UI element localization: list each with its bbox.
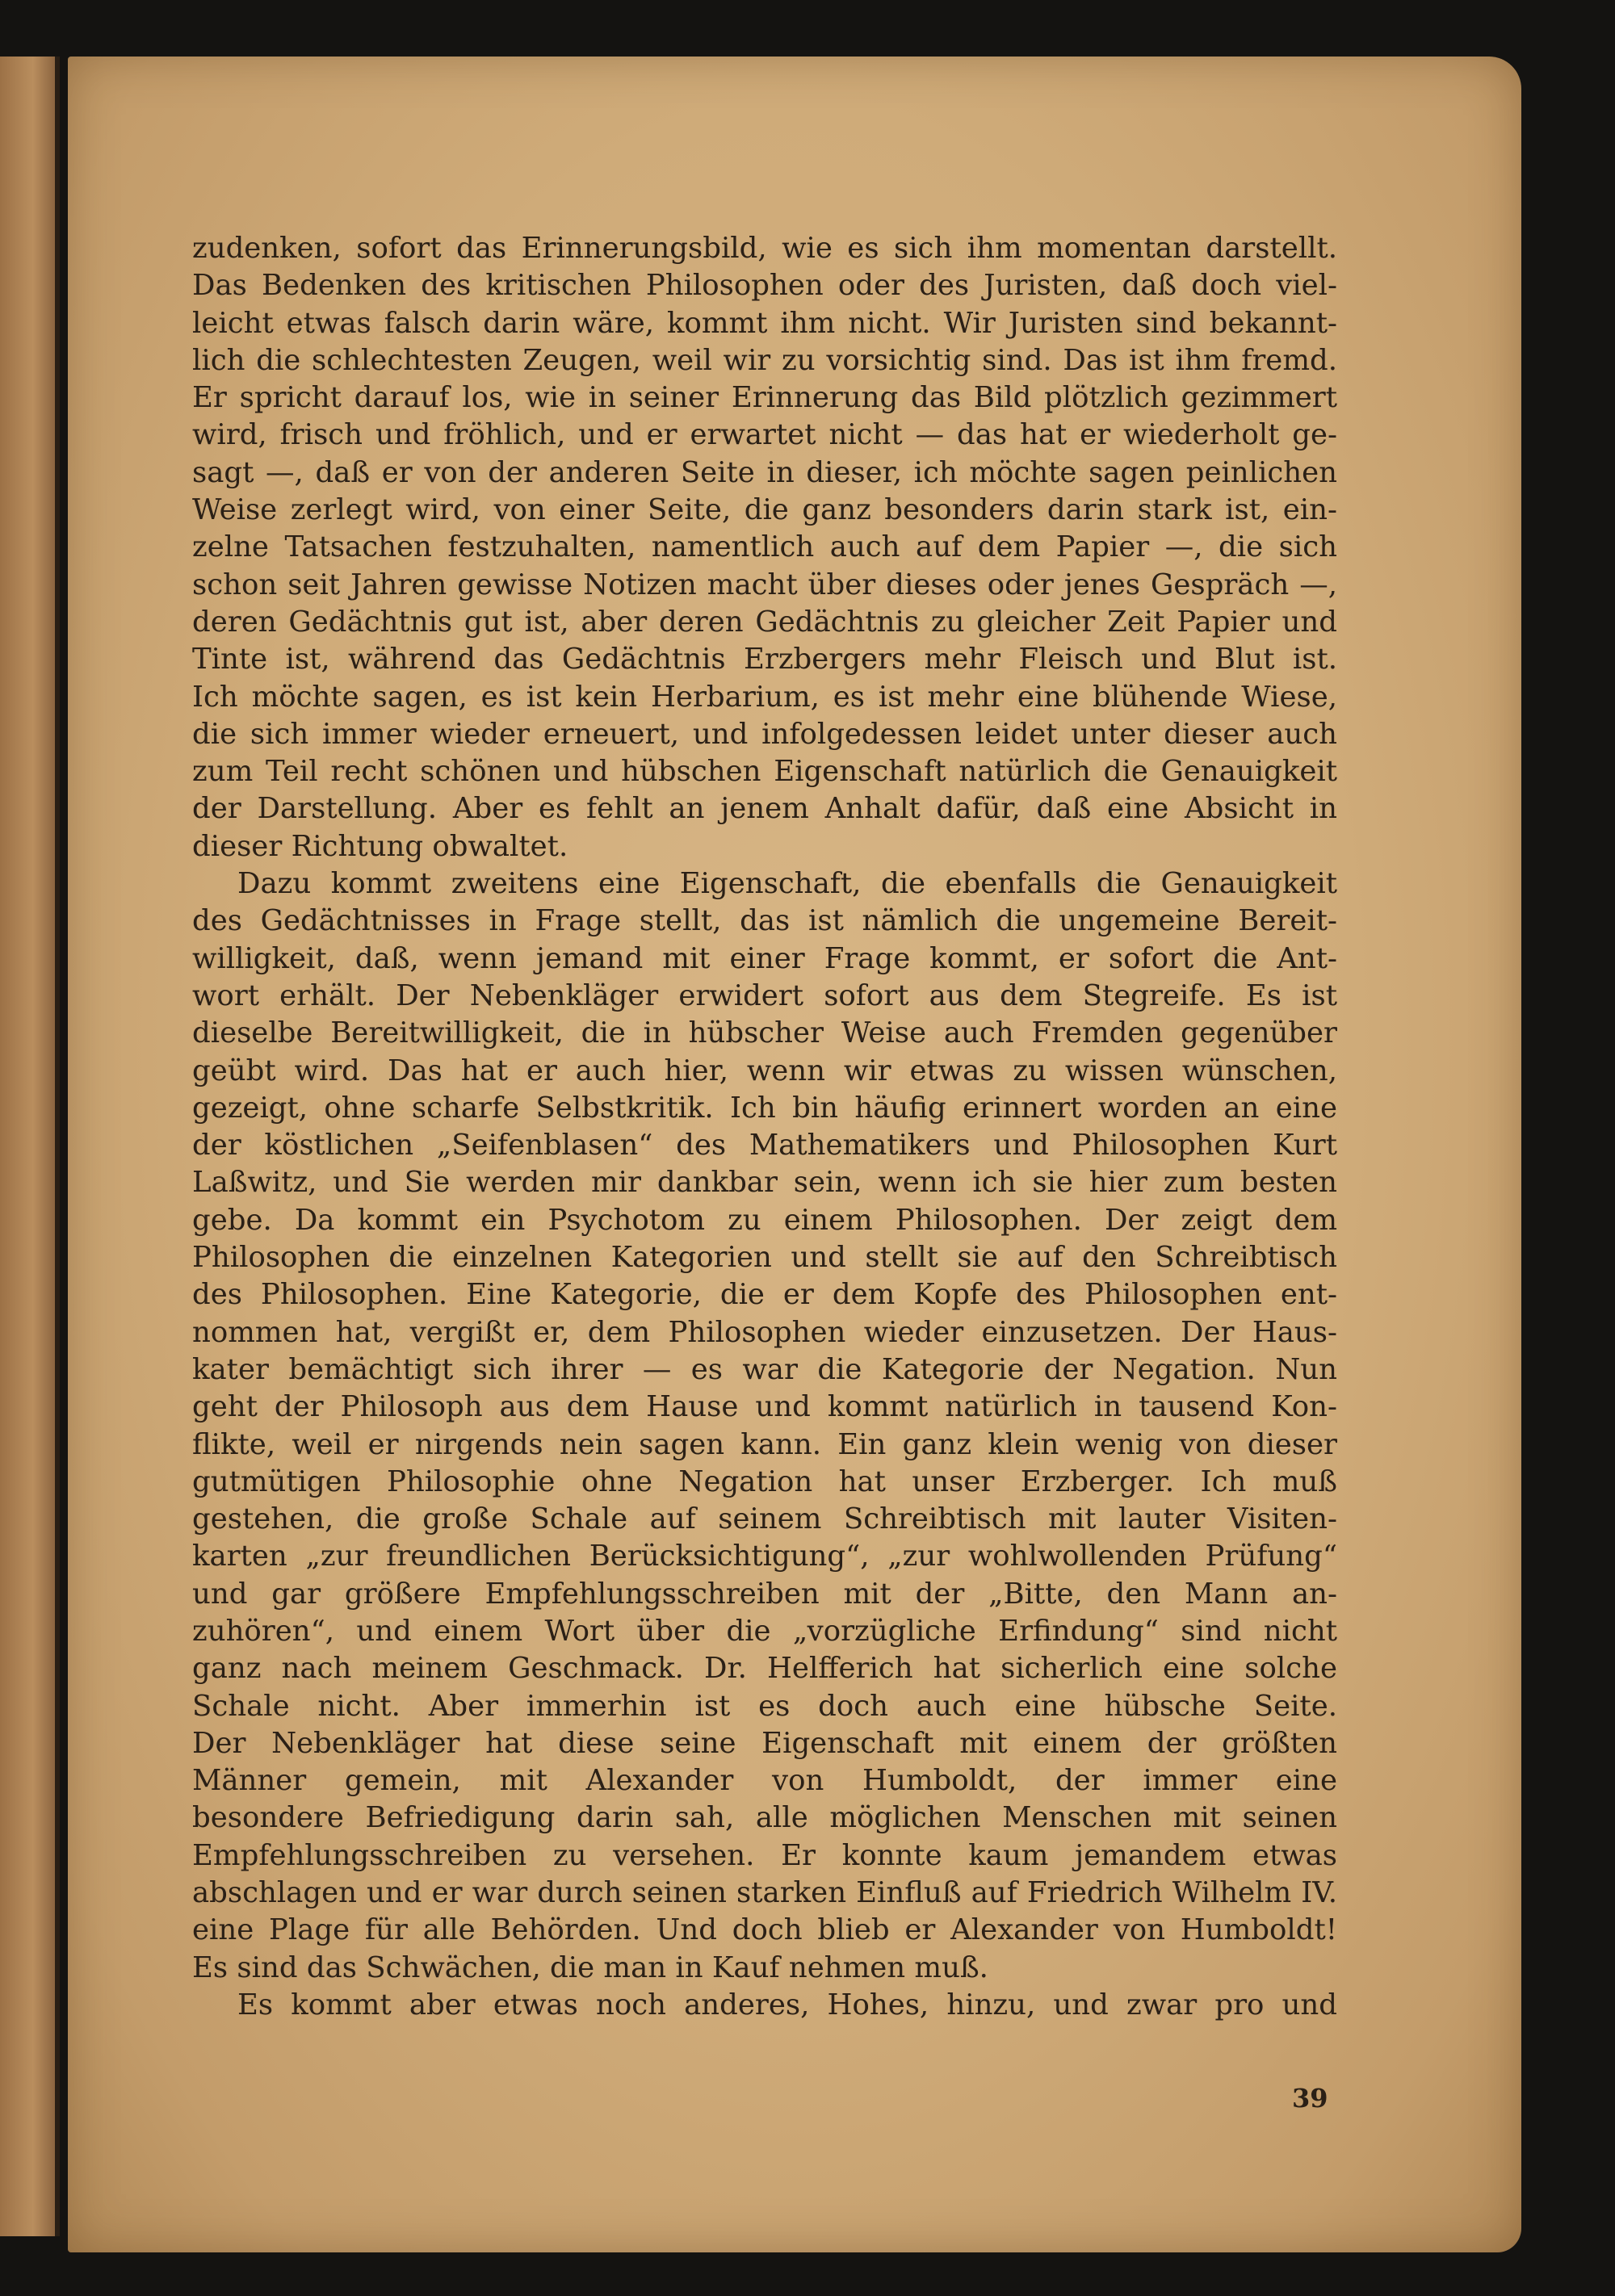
text-line: zuhören“, und einem Wort über die „vorzügliche Erfindung“ sind nicht (192, 1614, 1337, 1648)
text-line: abschlagen und er war durch seinen starken Einfluß auf Friedrich Wilhelm IV. (192, 1876, 1337, 1910)
text-line: eine Plage für alle Behörden. Und doch blieb er Alexander von Humboldt! (192, 1913, 1337, 1947)
text-line: lich die schlechtesten Zeugen, weil wir zu vorsichtig sind. Das ist ihm fremd. (192, 343, 1337, 377)
text-line: der köstlichen „Seifenblasen“ des Mathematikers und Philosophen Kurt (192, 1129, 1337, 1163)
text-line: Philosophen die einzelnen Kategorien und stellt sie auf den Schreibtisch (192, 1241, 1337, 1275)
text-line: gezeigt, ohne scharfe Selbstkritik. Ich bin häufig erinnert worden an eine (192, 1091, 1337, 1125)
text-line: gutmütigen Philosophie ohne Negation hat unser Erzberger. Ich muß (192, 1464, 1337, 1498)
text-line: Ich möchte sagen, es ist kein Herbarium, es ist mehr eine blühende Wiese, (192, 680, 1337, 714)
text-line: schon seit Jahren gewisse Notizen macht über dieses oder jenes Gespräch —, (192, 568, 1337, 601)
text-line: gestehen, die große Schale auf seinem Schreibtisch mit lauter Visiten- (192, 1502, 1337, 1536)
text-line: Männer gemein, mit Alexander von Humboldt, der immer eine (192, 1764, 1337, 1798)
text-line: Laßwitz, und Sie werden mir dankbar sein, wenn ich sie hier zum besten (192, 1166, 1337, 1200)
text-line: zelne Tatsachen festzuhalten, namentlich auch auf dem Papier —, die sich (192, 530, 1337, 564)
text-line: der Darstellung. Aber es fehlt an jenem Anhalt dafür, daß eine Absicht in (192, 792, 1337, 826)
text-line: kater bemächtigt sich ihrer — es war die Kategorie der Negation. Nun (192, 1352, 1337, 1386)
text-line: sagt —, daß er von der anderen Seite in dieser, ich möchte sagen peinlichen (192, 455, 1337, 489)
paragraph-start-line: Dazu kommt zweitens eine Eigenschaft, die ebenfalls die Genauigkeit (237, 867, 1337, 901)
text-line: Empfehlungsschreiben zu versehen. Er konnte kaum jemandem etwas (192, 1838, 1337, 1872)
text-line: zudenken, sofort das Erinnerungsbild, wie es sich ihm momentan darstellt. (192, 232, 1337, 265)
text-line: geht der Philosoph aus dem Hause und kommt natürlich in tausend Kon- (192, 1390, 1337, 1424)
text-line: dieselbe Bereitwilligkeit, die in hübscher Weise auch Fremden gegenüber (192, 1016, 1337, 1050)
text-line: Schale nicht. Aber immerhin ist es doch auch eine hübsche Seite. (192, 1689, 1337, 1723)
paragraph-end-line: Es sind das Schwächen, die man in Kauf nehmen muß. (192, 1950, 988, 1984)
text-line: gebe. Da kommt ein Psychotom zu einem Philosophen. Der zeigt dem (192, 1203, 1337, 1237)
text-line: karten „zur freundlichen Berücksichtigung“, „zur wohlwollenden Prüfung“ (192, 1540, 1337, 1573)
text-line: des Gedächtnisses in Frage stellt, das ist nämlich die ungemeine Bereit- (192, 904, 1337, 938)
text-line: Der Nebenkläger hat diese seine Eigenschaft mit einem der größten (192, 1726, 1337, 1760)
text-line: wort erhält. Der Nebenkläger erwidert sofort aus dem Stegreife. Es ist (192, 978, 1337, 1012)
text-line: deren Gedächtnis gut ist, aber deren Gedächtnis zu gleicher Zeit Papier und (192, 605, 1337, 639)
facing-page-edge (0, 57, 60, 2236)
text-line: geübt wird. Das hat er auch hier, wenn wir etwas zu wissen wünschen, (192, 1054, 1337, 1087)
text-line: flikte, weil er nirgends nein sagen kann. Ein ganz klein wenig von dieser (192, 1427, 1337, 1461)
text-line: wird, frisch und fröhlich, und er erwartet nicht — das hat er wiederholt ge- (192, 418, 1337, 452)
text-line: leicht etwas falsch darin wäre, kommt ihm nicht. Wir Juristen sind bekannt- (192, 306, 1337, 340)
text-line: besondere Befriedigung darin sah, alle möglichen Menschen mit seinen (192, 1801, 1337, 1835)
text-line: Weise zerlegt wird, von einer Seite, die ganz besonders darin stark ist, ein- (192, 493, 1337, 527)
text-line: die sich immer wieder erneuert, und infolgedessen leidet unter dieser auch (192, 717, 1337, 751)
text-line: zum Teil recht schönen und hübschen Eigenschaft natürlich die Genauigkeit (192, 755, 1337, 789)
page-number: 39 (1292, 2083, 1328, 2114)
body-text (192, 230, 1337, 2024)
text-line: Das Bedenken des kritischen Philosophen oder des Juristen, daß doch viel- (192, 269, 1337, 303)
text-line: des Philosophen. Eine Kategorie, die er dem Kopfe des Philosophen ent- (192, 1278, 1337, 1312)
text-line: Tinte ist, während das Gedächtnis Erzbergers mehr Fleisch und Blut ist. (192, 643, 1337, 677)
text-line: Er spricht darauf los, wie in seiner Erinnerung das Bild plötzlich gezimmert (192, 381, 1337, 415)
paragraph-start-line: Es kommt aber etwas noch anderes, Hohes, hinzu, und zwar pro und (237, 1988, 1337, 2022)
text-line: nommen hat, vergißt er, dem Philosophen wieder einzusetzen. Der Haus- (192, 1315, 1337, 1349)
text-line: willigkeit, daß, wenn jemand mit einer Frage kommt, er sofort die Ant- (192, 941, 1337, 975)
text-line: ganz nach meinem Geschmack. Dr. Helfferich hat sicherlich eine solche (192, 1652, 1337, 1686)
paragraph-end-line: dieser Richtung obwaltet. (192, 829, 568, 863)
text-line: und gar größere Empfehlungsschreiben mit der „Bitte, den Mann an- (192, 1577, 1337, 1611)
